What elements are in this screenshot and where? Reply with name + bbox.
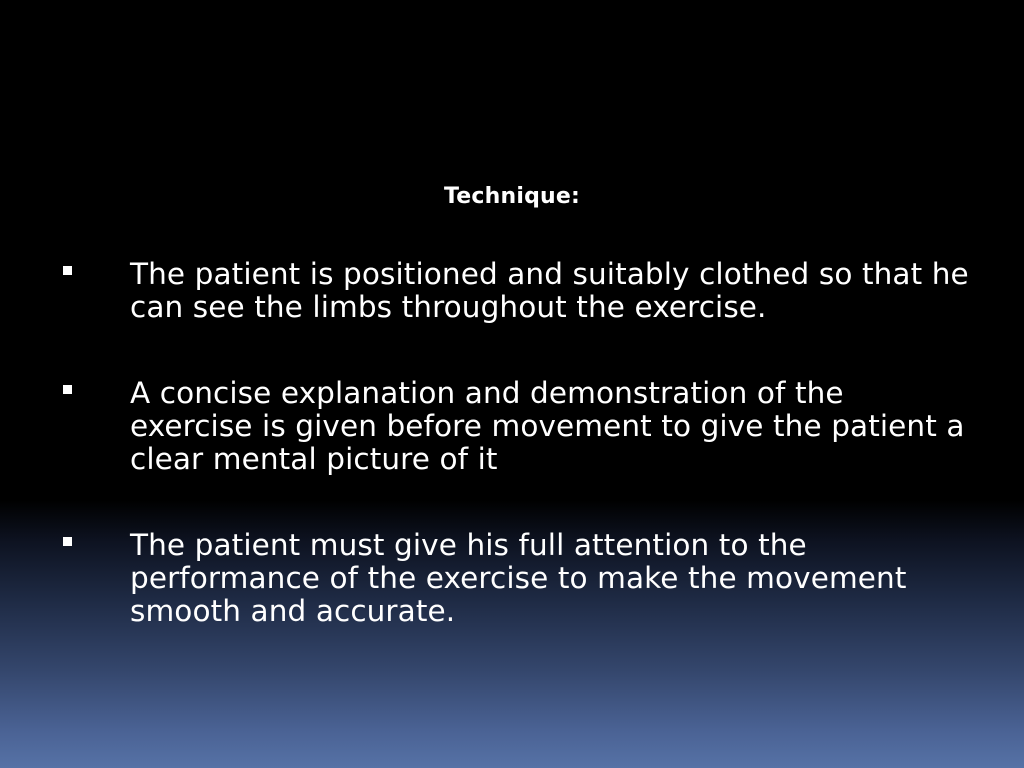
square-bullet-icon xyxy=(63,266,72,275)
bullet-item xyxy=(0,258,1024,324)
slide-title: Technique: xyxy=(443,184,581,209)
bullet-item xyxy=(0,377,1024,476)
square-bullet-icon xyxy=(63,537,72,546)
bullet-text: A concise explanation and demonstration of the exercise is given before movement to give the patient a clear mental picture of it xyxy=(130,376,965,476)
bullet-item xyxy=(0,529,1024,628)
square-bullet-icon xyxy=(63,385,72,394)
bullet-text: The patient is positioned and suitably clothed so that he can see the limbs throughout the exercise. xyxy=(130,257,969,324)
bullet-text: The patient must give his full attention to the performance of the exercise to make the movement smooth and accurate. xyxy=(130,528,907,628)
bullet-list xyxy=(0,258,1024,681)
